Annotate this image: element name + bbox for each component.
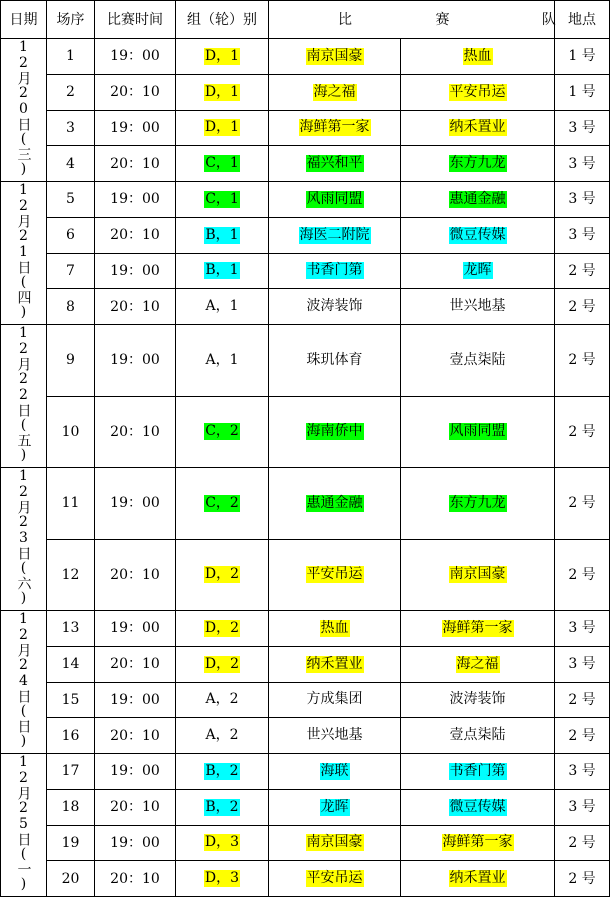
team-b-cell-text: 东方九龙 bbox=[449, 155, 506, 172]
time-cell: 19：00 bbox=[95, 682, 176, 718]
group-cell-text: A，2 bbox=[205, 727, 239, 744]
group-cell bbox=[176, 682, 269, 718]
time-cell: 20：10 bbox=[95, 146, 176, 182]
team-b-cell bbox=[401, 253, 555, 289]
group-cell-text: D，2 bbox=[204, 566, 240, 583]
group-cell-text: D，2 bbox=[204, 619, 240, 636]
team-a-cell-text: 龙晖 bbox=[320, 798, 349, 815]
team-b-cell-text: 壹点柒陆 bbox=[449, 351, 506, 368]
group-cell bbox=[176, 468, 269, 540]
date-cell bbox=[1, 39, 47, 182]
match-no-cell: 20 bbox=[47, 861, 95, 897]
match-no-cell: 8 bbox=[47, 289, 95, 325]
team-b-cell-text: 海之福 bbox=[456, 655, 499, 672]
team-a-cell-text: 书香门第 bbox=[306, 262, 363, 279]
header-teams-char-3: 队 bbox=[541, 11, 556, 28]
team-b-cell-text: 平安吊运 bbox=[449, 83, 506, 100]
team-a-cell-text: 纳禾置业 bbox=[306, 655, 363, 672]
table-row bbox=[1, 325, 610, 397]
header-group: 组（轮）别 bbox=[176, 1, 269, 39]
date-cell bbox=[1, 754, 47, 897]
team-a-cell bbox=[269, 253, 401, 289]
team-b-cell bbox=[401, 682, 555, 718]
team-a-cell bbox=[269, 146, 401, 182]
venue-cell: 3 号 bbox=[555, 110, 610, 146]
team-a-cell-text: 平安吊运 bbox=[306, 870, 363, 887]
group-cell-text: B，1 bbox=[205, 226, 239, 243]
group-cell bbox=[176, 110, 269, 146]
group-cell bbox=[176, 182, 269, 218]
venue-cell: 1 号 bbox=[555, 39, 610, 75]
group-cell-text: A，1 bbox=[205, 298, 239, 315]
header-teams-char-1: 比 bbox=[338, 11, 352, 28]
match-no-cell: 15 bbox=[47, 682, 95, 718]
team-b-cell-text: 南京国豪 bbox=[449, 566, 506, 583]
group-cell-text: B，1 bbox=[205, 262, 239, 279]
match-no-cell: 19 bbox=[47, 825, 95, 861]
group-cell bbox=[176, 611, 269, 647]
date-label: 12月25日(一) bbox=[15, 754, 32, 892]
team-b-cell bbox=[401, 110, 555, 146]
table-row bbox=[1, 468, 610, 540]
match-no-cell: 14 bbox=[47, 646, 95, 682]
team-b-cell bbox=[401, 74, 555, 110]
date-label: 12月24日(日) bbox=[15, 611, 32, 749]
team-b-cell bbox=[401, 146, 555, 182]
team-a-cell bbox=[269, 217, 401, 253]
table-row bbox=[1, 861, 610, 897]
table-row bbox=[1, 682, 610, 718]
team-b-cell-text: 热血 bbox=[463, 47, 492, 64]
team-a-cell bbox=[269, 110, 401, 146]
time-cell: 19：00 bbox=[95, 182, 176, 218]
group-cell bbox=[176, 718, 269, 754]
team-a-cell-text: 波涛装饰 bbox=[306, 298, 363, 315]
date-label: 12月23日(六) bbox=[15, 468, 32, 606]
table-row bbox=[1, 539, 610, 611]
team-b-cell-text: 壹点柒陆 bbox=[449, 727, 506, 744]
group-cell bbox=[176, 861, 269, 897]
team-a-cell bbox=[269, 182, 401, 218]
time-cell: 20：10 bbox=[95, 539, 176, 611]
venue-cell: 2 号 bbox=[555, 468, 610, 540]
time-cell: 20：10 bbox=[95, 217, 176, 253]
group-cell-text: D，3 bbox=[204, 834, 240, 851]
team-b-cell-text: 波涛装饰 bbox=[449, 691, 506, 708]
match-no-cell: 12 bbox=[47, 539, 95, 611]
group-cell bbox=[176, 539, 269, 611]
table-row bbox=[1, 754, 610, 790]
team-a-cell bbox=[269, 789, 401, 825]
time-cell: 20：10 bbox=[95, 718, 176, 754]
time-cell: 19：00 bbox=[95, 611, 176, 647]
group-cell bbox=[176, 646, 269, 682]
venue-cell: 1 号 bbox=[555, 74, 610, 110]
schedule-body bbox=[1, 39, 610, 897]
venue-cell: 2 号 bbox=[555, 539, 610, 611]
team-b-cell bbox=[401, 646, 555, 682]
team-a-cell bbox=[269, 646, 401, 682]
team-b-cell-text: 微豆传媒 bbox=[449, 226, 506, 243]
time-cell: 19：00 bbox=[95, 39, 176, 75]
team-b-cell-text: 惠通金融 bbox=[449, 190, 506, 207]
venue-cell: 3 号 bbox=[555, 754, 610, 790]
group-cell-text: A，2 bbox=[205, 691, 239, 708]
team-a-cell-text: 海南侨中 bbox=[306, 423, 363, 440]
time-cell: 19：00 bbox=[95, 754, 176, 790]
group-cell bbox=[176, 146, 269, 182]
group-cell bbox=[176, 217, 269, 253]
match-no-cell: 6 bbox=[47, 217, 95, 253]
group-cell-text: C，1 bbox=[205, 190, 239, 207]
match-no-cell: 3 bbox=[47, 110, 95, 146]
date-cell bbox=[1, 325, 47, 468]
match-no-cell: 17 bbox=[47, 754, 95, 790]
table-row bbox=[1, 253, 610, 289]
team-a-cell-text: 热血 bbox=[320, 619, 349, 636]
table-row bbox=[1, 825, 610, 861]
match-no-cell: 10 bbox=[47, 396, 95, 468]
team-b-cell-text: 海鲜第一家 bbox=[442, 619, 513, 636]
team-a-cell-text: 平安吊运 bbox=[306, 566, 363, 583]
team-b-cell bbox=[401, 611, 555, 647]
time-cell: 19：00 bbox=[95, 468, 176, 540]
table-row bbox=[1, 182, 610, 218]
group-cell bbox=[176, 325, 269, 397]
venue-cell: 2 号 bbox=[555, 861, 610, 897]
team-a-cell-text: 世兴地基 bbox=[306, 727, 363, 744]
team-a-cell bbox=[269, 861, 401, 897]
group-cell bbox=[176, 253, 269, 289]
team-b-cell bbox=[401, 217, 555, 253]
team-a-cell bbox=[269, 539, 401, 611]
group-cell-text: C，2 bbox=[205, 494, 239, 511]
match-no-cell: 2 bbox=[47, 74, 95, 110]
header-row bbox=[1, 1, 610, 39]
table-row bbox=[1, 289, 610, 325]
team-b-cell-text: 东方九龙 bbox=[449, 494, 506, 511]
venue-cell: 2 号 bbox=[555, 718, 610, 754]
header-teams bbox=[269, 1, 555, 39]
group-cell-text: D，1 bbox=[204, 47, 240, 64]
team-a-cell bbox=[269, 39, 401, 75]
team-a-cell bbox=[269, 754, 401, 790]
team-b-cell bbox=[401, 789, 555, 825]
time-cell: 19：00 bbox=[95, 110, 176, 146]
team-a-cell-text: 惠通金融 bbox=[306, 494, 363, 511]
team-a-cell-text: 海之福 bbox=[313, 83, 356, 100]
group-cell bbox=[176, 289, 269, 325]
time-cell: 20：10 bbox=[95, 289, 176, 325]
match-no-cell: 13 bbox=[47, 611, 95, 647]
match-no-cell: 1 bbox=[47, 39, 95, 75]
group-cell bbox=[176, 754, 269, 790]
time-cell: 20：10 bbox=[95, 789, 176, 825]
match-no-cell: 5 bbox=[47, 182, 95, 218]
date-label: 12月21日(四) bbox=[15, 182, 32, 320]
venue-cell: 2 号 bbox=[555, 396, 610, 468]
group-cell bbox=[176, 825, 269, 861]
team-b-cell-text: 海鲜第一家 bbox=[442, 834, 513, 851]
match-no-cell: 18 bbox=[47, 789, 95, 825]
match-no-cell: 16 bbox=[47, 718, 95, 754]
team-b-cell-text: 纳禾置业 bbox=[449, 119, 506, 136]
team-b-cell bbox=[401, 396, 555, 468]
table-row bbox=[1, 611, 610, 647]
venue-cell: 2 号 bbox=[555, 253, 610, 289]
team-a-cell-text: 风雨同盟 bbox=[306, 190, 363, 207]
date-cell bbox=[1, 468, 47, 611]
team-b-cell-text: 世兴地基 bbox=[449, 298, 506, 315]
venue-cell: 3 号 bbox=[555, 182, 610, 218]
table-row bbox=[1, 74, 610, 110]
group-cell-text: B，2 bbox=[205, 762, 239, 779]
group-cell bbox=[176, 789, 269, 825]
venue-cell: 3 号 bbox=[555, 646, 610, 682]
group-cell-text: A，1 bbox=[205, 351, 239, 368]
table-row bbox=[1, 646, 610, 682]
group-cell-text: D，3 bbox=[204, 870, 240, 887]
group-cell bbox=[176, 396, 269, 468]
venue-cell: 3 号 bbox=[555, 611, 610, 647]
group-cell-text: B，2 bbox=[205, 798, 239, 815]
venue-cell: 2 号 bbox=[555, 682, 610, 718]
table-row bbox=[1, 39, 610, 75]
time-cell: 19：00 bbox=[95, 825, 176, 861]
match-no-cell: 11 bbox=[47, 468, 95, 540]
table-row bbox=[1, 146, 610, 182]
group-cell-text: D，1 bbox=[204, 83, 240, 100]
team-a-cell bbox=[269, 289, 401, 325]
team-a-cell-text: 方成集团 bbox=[306, 691, 363, 708]
team-b-cell bbox=[401, 718, 555, 754]
team-b-cell bbox=[401, 289, 555, 325]
table-row bbox=[1, 396, 610, 468]
team-a-cell bbox=[269, 396, 401, 468]
team-b-cell bbox=[401, 468, 555, 540]
team-b-cell-text: 龙晖 bbox=[463, 262, 492, 279]
group-cell-text: D，2 bbox=[204, 655, 240, 672]
venue-cell: 3 号 bbox=[555, 217, 610, 253]
team-b-cell bbox=[401, 39, 555, 75]
team-a-cell bbox=[269, 718, 401, 754]
team-b-cell bbox=[401, 754, 555, 790]
venue-cell: 3 号 bbox=[555, 146, 610, 182]
table-row bbox=[1, 110, 610, 146]
time-cell: 19：00 bbox=[95, 325, 176, 397]
time-cell: 20：10 bbox=[95, 646, 176, 682]
team-b-cell bbox=[401, 325, 555, 397]
group-cell bbox=[176, 74, 269, 110]
team-a-cell bbox=[269, 325, 401, 397]
team-a-cell-text: 海医二附院 bbox=[299, 226, 370, 243]
date-cell bbox=[1, 182, 47, 325]
team-a-cell bbox=[269, 468, 401, 540]
match-no-cell: 4 bbox=[47, 146, 95, 182]
header-time: 比赛时间 bbox=[95, 1, 176, 39]
team-a-cell-text: 福兴和平 bbox=[306, 155, 363, 172]
team-b-cell bbox=[401, 539, 555, 611]
team-a-cell-text: 珠玑体育 bbox=[306, 351, 363, 368]
time-cell: 20：10 bbox=[95, 396, 176, 468]
time-cell: 20：10 bbox=[95, 861, 176, 897]
group-cell-text: C，1 bbox=[205, 155, 239, 172]
team-b-cell bbox=[401, 182, 555, 218]
team-a-cell-text: 南京国豪 bbox=[306, 834, 363, 851]
venue-cell: 2 号 bbox=[555, 825, 610, 861]
date-label: 12月20日(三) bbox=[15, 39, 32, 177]
table-row bbox=[1, 217, 610, 253]
team-a-cell bbox=[269, 74, 401, 110]
team-a-cell-text: 南京国豪 bbox=[306, 47, 363, 64]
team-b-cell-text: 纳禾置业 bbox=[449, 870, 506, 887]
team-a-cell bbox=[269, 682, 401, 718]
venue-cell: 2 号 bbox=[555, 325, 610, 397]
venue-cell: 2 号 bbox=[555, 289, 610, 325]
team-b-cell bbox=[401, 861, 555, 897]
team-b-cell-text: 微豆传媒 bbox=[449, 798, 506, 815]
header-match-no: 场序 bbox=[47, 1, 95, 39]
header-date: 日期 bbox=[1, 1, 47, 39]
group-cell-text: C，2 bbox=[205, 423, 239, 440]
match-no-cell: 9 bbox=[47, 325, 95, 397]
header-venue: 地点 bbox=[555, 1, 610, 39]
match-no-cell: 7 bbox=[47, 253, 95, 289]
venue-cell: 3 号 bbox=[555, 789, 610, 825]
table-row bbox=[1, 718, 610, 754]
group-cell bbox=[176, 39, 269, 75]
time-cell: 20：10 bbox=[95, 74, 176, 110]
group-cell-text: D，1 bbox=[204, 119, 240, 136]
table-row bbox=[1, 789, 610, 825]
team-a-cell-text: 海鲜第一家 bbox=[299, 119, 370, 136]
header-teams-char-2: 赛 bbox=[435, 11, 450, 28]
team-b-cell bbox=[401, 825, 555, 861]
date-cell bbox=[1, 611, 47, 754]
time-cell: 19：00 bbox=[95, 253, 176, 289]
team-a-cell bbox=[269, 825, 401, 861]
team-a-cell-text: 海联 bbox=[320, 762, 349, 779]
date-label: 12月22日(五) bbox=[15, 325, 32, 463]
team-b-cell-text: 书香门第 bbox=[449, 762, 506, 779]
team-a-cell bbox=[269, 611, 401, 647]
team-b-cell-text: 风雨同盟 bbox=[449, 423, 506, 440]
